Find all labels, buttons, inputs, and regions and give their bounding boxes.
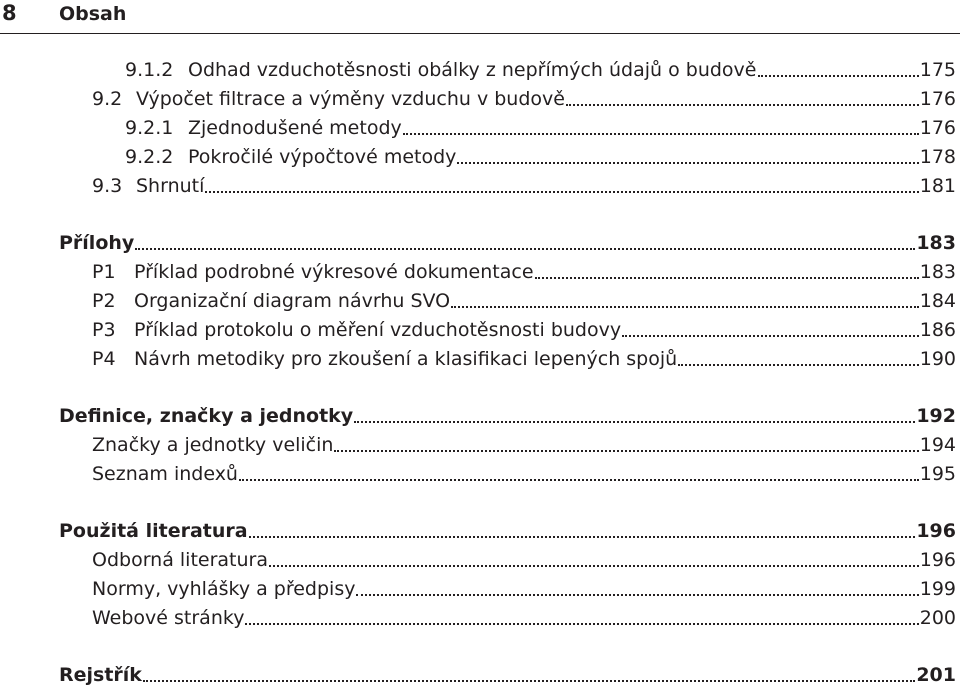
toc-page: 184 <box>919 290 956 312</box>
toc-page: 186 <box>919 319 956 341</box>
toc-page: 195 <box>919 463 956 485</box>
dot-leader <box>354 403 915 429</box>
toc-entry-9-3[interactable] <box>92 173 956 199</box>
toc-page: 199 <box>919 578 956 600</box>
toc-title: Definice, značky a jednotky <box>59 405 354 427</box>
toc-title: Rejstřík <box>59 664 142 686</box>
toc-title: Příklad protokolu o měření vzduchotěsnosti budovy <box>134 319 622 341</box>
dot-leader <box>239 461 919 487</box>
toc-number: 9.3 <box>92 175 123 197</box>
toc-entry-webove-stranky[interactable] <box>92 605 956 631</box>
toc-entry-seznam-indexu[interactable] <box>92 461 956 487</box>
toc-title: Výpočet filtrace a výměny vzduchu v budově <box>136 88 565 110</box>
toc-title: Normy, vyhlášky a předpisy <box>92 578 356 600</box>
dot-leader <box>245 605 918 631</box>
dot-leader <box>334 432 918 458</box>
toc-page: 196 <box>919 549 956 571</box>
toc-number: 9.2.1 <box>125 117 174 139</box>
toc-page: 183 <box>919 261 956 283</box>
toc-page: 176 <box>919 117 956 139</box>
toc-page: 183 <box>916 232 956 254</box>
toc-title: Přílohy <box>59 232 135 254</box>
toc-entry-p1[interactable] <box>92 259 956 285</box>
toc-number: 9.2 <box>92 88 123 110</box>
toc-title: Návrh metodiky pro zkoušení a klasifikaci lepených spojů <box>134 348 678 370</box>
toc-number: P2 <box>92 290 116 312</box>
dot-leader <box>758 57 919 83</box>
toc-page: 175 <box>919 59 956 81</box>
toc-title: Příklad podrobné výkresové dokumentace <box>134 261 534 283</box>
toc-title: Seznam indexů <box>92 463 238 485</box>
toc-page: 192 <box>916 405 956 427</box>
toc-entry-9-1-2[interactable] <box>125 57 956 83</box>
dot-leader <box>566 86 919 112</box>
toc-title: Značky a jednotky veličin <box>92 434 334 456</box>
dot-leader <box>356 576 918 602</box>
dot-leader <box>249 518 916 544</box>
toc-entry-p4[interactable] <box>92 346 956 372</box>
toc-page: 190 <box>919 348 956 370</box>
toc-page: 181 <box>919 175 956 197</box>
toc-page: 196 <box>916 520 956 542</box>
toc-section-prilohy[interactable] <box>59 230 956 256</box>
toc-section-definice[interactable] <box>59 403 956 429</box>
chapter-number: 8 <box>2 1 17 25</box>
toc-title: Zjednodušené metody <box>188 117 402 139</box>
toc-number: P3 <box>92 319 116 341</box>
dot-leader <box>678 346 919 372</box>
header-rule <box>0 33 960 34</box>
toc-page: 200 <box>919 607 956 629</box>
toc-section-rejstrik[interactable] <box>59 662 956 688</box>
toc-title: Shrnutí <box>136 175 205 197</box>
dot-leader <box>451 288 919 314</box>
chapter-header <box>0 0 960 30</box>
toc-entry-normy[interactable] <box>92 576 956 602</box>
toc-entry-znacky[interactable] <box>92 432 956 458</box>
toc-entry-9-2-1[interactable] <box>125 115 956 141</box>
dot-leader <box>205 173 918 199</box>
toc-entry-9-2[interactable] <box>92 86 956 112</box>
dot-leader <box>403 115 919 141</box>
toc-title: Organizační diagram návrhu SVO <box>134 290 451 312</box>
toc-title: Odborná literatura <box>92 549 269 571</box>
toc-page: 194 <box>919 434 956 456</box>
toc-number: 9.2.2 <box>125 146 174 168</box>
toc-title: Použitá literatura <box>59 520 248 542</box>
toc-number: 9.1.2 <box>125 59 174 81</box>
toc-entry-9-2-2[interactable] <box>125 144 956 170</box>
toc-title: Webové stránky <box>92 607 245 629</box>
dot-leader <box>135 230 915 256</box>
toc-entry-p3[interactable] <box>92 317 956 343</box>
toc-entry-odborna-literatura[interactable] <box>92 547 956 573</box>
toc-number: P4 <box>92 348 116 370</box>
toc-page: 201 <box>916 664 956 686</box>
dot-leader <box>457 144 918 170</box>
toc-page: 176 <box>919 88 956 110</box>
toc-section-literatura[interactable] <box>59 518 956 544</box>
dot-leader <box>622 317 919 343</box>
toc-title: Pokročilé výpočtové metody <box>188 146 457 168</box>
toc-number: P1 <box>92 261 116 283</box>
dot-leader <box>535 259 919 285</box>
dot-leader <box>143 662 915 688</box>
toc-title: Odhad vzduchotěsnosti obálky z nepřímých údajů o budově <box>188 59 757 81</box>
chapter-title: Obsah <box>59 3 127 25</box>
toc-page: 178 <box>919 146 956 168</box>
toc-entry-p2[interactable] <box>92 288 956 314</box>
dot-leader <box>269 547 919 573</box>
